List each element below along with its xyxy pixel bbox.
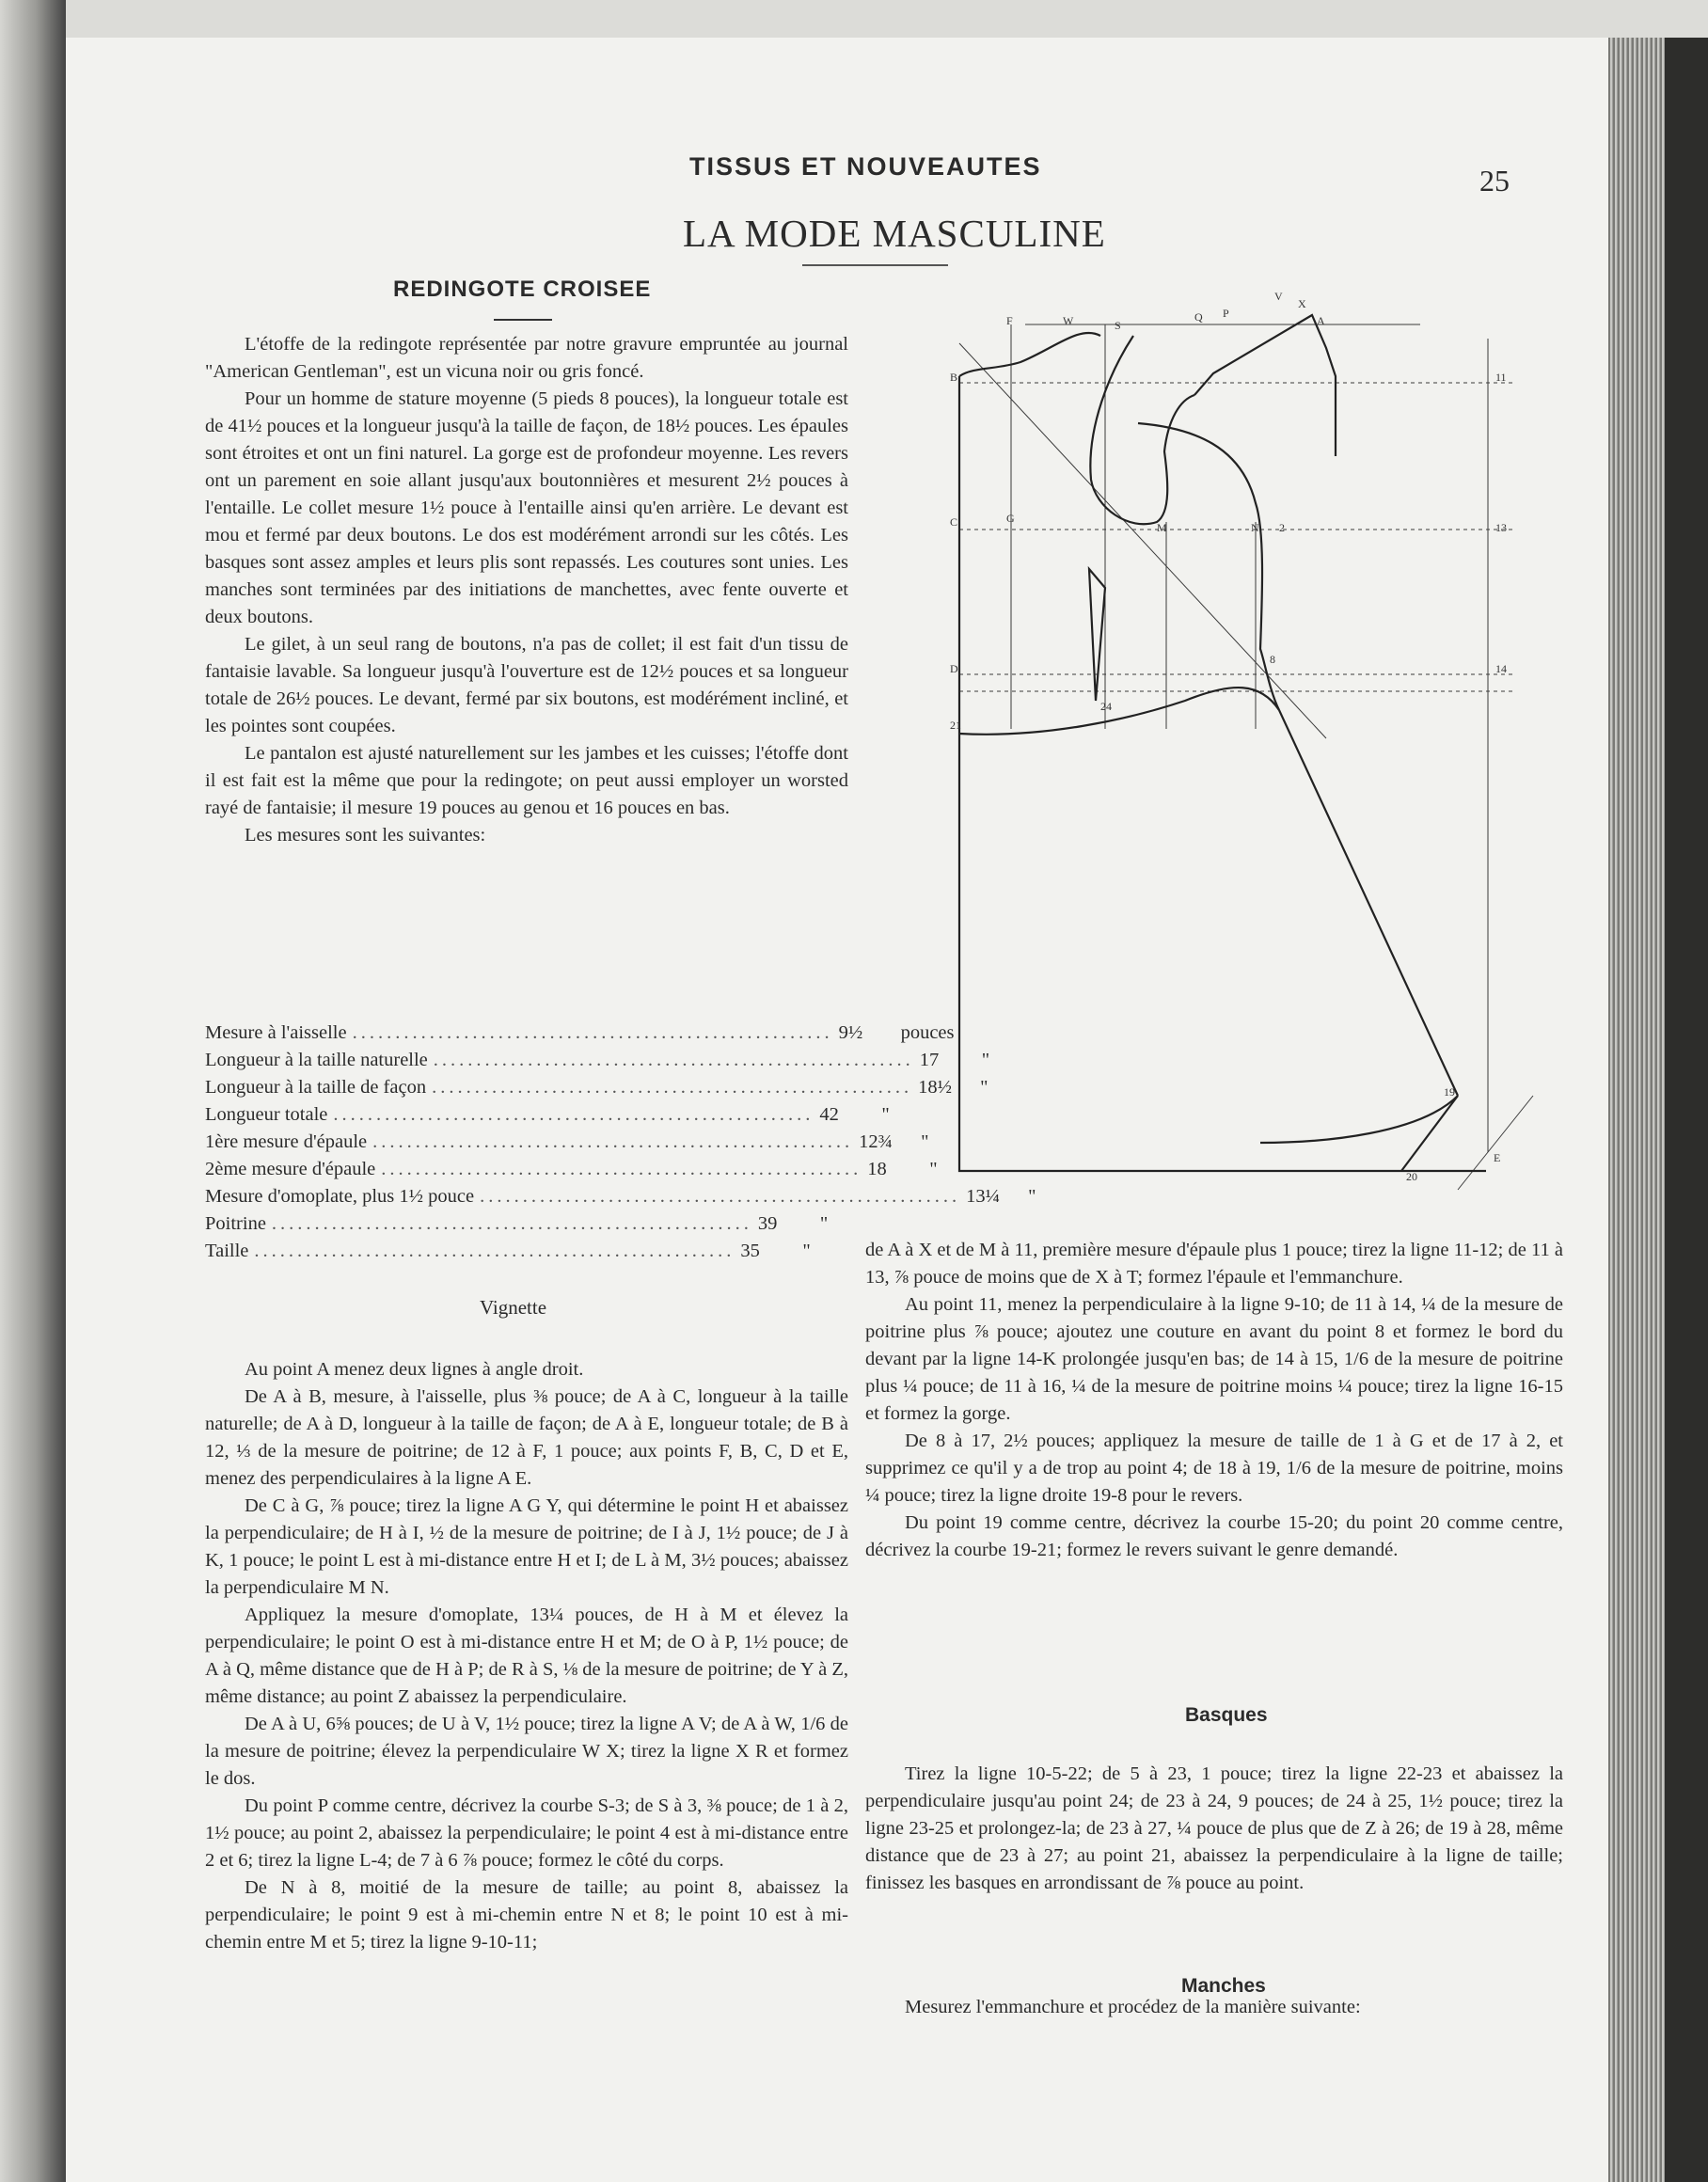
measurement-row: [205, 1101, 890, 1129]
measure-label: 2ème mesure d'épaule: [205, 1159, 376, 1179]
measure-unit: ": [881, 1104, 890, 1125]
paragraph: De A à B, mesure, à l'aisselle, plus ⅜ pouce; de A à C, longueur à la taille naturelle; de A à D, longueur à la taille de façon; de A à E, longueur totale; de B à 12, ⅓ de la mesure de poitrine; de 12 à F, 1 pouce; aux points F, B, C, D et E, menez des perpendiculaires à la ligne A E.: [205, 1386, 848, 1489]
leader-dots: ........................................................: [352, 1022, 833, 1043]
book-gutter: [0, 0, 66, 2182]
label-G: G: [1006, 512, 1015, 525]
paragraph: Du point P comme centre, décrivez la courbe S-3; de S à 3, ⅜ pouce; de 1 à 2, 1½ pouce; au point 2, abaissez la perpendiculaire; le point 4 est à mi-distance entre 2 et 6; tirez la ligne L-4; de 7 à 6 ⅞ pouce; formez le côté du corps.: [205, 1795, 848, 1871]
line-27: [1458, 1096, 1533, 1190]
leader-dots: ........................................................: [432, 1077, 913, 1098]
back-neck-shoulder: [959, 333, 1100, 376]
manches-heading: Manches: [1181, 1975, 1266, 1997]
leader-dots: ........................................................: [333, 1104, 814, 1125]
paragraph: De 8 à 17, 2½ pouces; appliquez la mesure de taille de 1 à G et de 17 à 2, et supprimez ce qu'il y a de trop au point 4; de 18 à 19, 1/6 de la mesure de poitrine, moins ¼ pouce; tirez la ligne droite 19-8 pour le revers.: [865, 1431, 1563, 1506]
label-A: A: [1317, 314, 1325, 327]
measurement-row: [205, 1183, 1036, 1210]
page-edges: [1608, 38, 1708, 2182]
measure-unit: ": [921, 1131, 929, 1152]
waist-seam: [959, 688, 1279, 735]
paragraph: Le pantalon est ajusté naturellement sur les jambes et les cuisses; l'étoffe dont il est fait est la même que pour la redingote; on peut aussi employer un worsted rayé de fantaisie; il mesure 19 pouces au genou et 16 pouces en bas.: [205, 743, 848, 818]
subtitle-rule: [494, 319, 552, 321]
measurement-row: [205, 1074, 988, 1101]
leader-dots: ........................................................: [480, 1186, 961, 1207]
label-n2: 2: [1279, 521, 1285, 534]
measure-value: 39: [757, 1213, 778, 1234]
paragraph: Au point 11, menez la perpendiculaire à la ligne 9-10; de 11 à 14, ¼ de la mesure de poitrine plus ⅞ pouce; ajoutez une couture en avant du point 8 et formez le bord du devant par la ligne 14-K prolongée jusqu'en bas; de 14 à 15, 1/6 de la mesure de poitrine plus ¼ pouce; de 11 à 16, ¼ de la mesure de poitrine moins ¼ pouce; tirez la ligne 16-15 et formez la gorge.: [865, 1294, 1563, 1424]
measure-value: 12¾: [859, 1131, 894, 1152]
measure-unit: ": [929, 1159, 938, 1179]
paragraph: L'étoffe de la redingote représentée par notre gravure empruntée au journal "American Gentleman", est un vicuna noir ou gris foncé.: [205, 334, 848, 382]
label-D: D: [950, 662, 958, 675]
label-S: S: [1115, 319, 1121, 332]
measure-value: 18: [867, 1159, 887, 1179]
leader-dots: ........................................................: [254, 1241, 735, 1261]
measurement-row: [205, 1129, 929, 1156]
label-V: V: [1274, 290, 1283, 303]
measure-value: 35: [740, 1241, 760, 1261]
label-n14: 14: [1495, 662, 1507, 675]
measure-value: 13¼: [966, 1186, 1000, 1207]
vignette-heading: Vignette: [480, 1296, 547, 1319]
label-n13: 13: [1495, 521, 1507, 534]
label-n11: 11: [1495, 371, 1507, 384]
measure-value: 17: [919, 1050, 940, 1070]
back-outline: [959, 376, 1486, 1171]
paragraph: De A à U, 6⅝ pouces; de U à V, 1½ pouce; tirez la ligne A V; de A à W, 1/6 de la mesure de poitrine; élevez la perpendiculaire W X; tirez la ligne X R et formez le dos.: [205, 1714, 848, 1789]
paragraph: Appliquez la mesure d'omoplate, 13¼ pouces, de H à M et élevez la perpendiculaire; le point O est à mi-distance entre H et M; de O à P, 1½ pouce; de A à Q, même distance que de H à P; de R à S, ⅛ de la mesure de poitrine; de Y à Z, même distance; au point Z abaissez la perpendiculaire.: [205, 1605, 848, 1707]
basques-heading: Basques: [1185, 1704, 1268, 1726]
label-N: N: [1251, 521, 1259, 534]
leader-dots: ........................................................: [271, 1213, 752, 1234]
label-Q: Q: [1194, 310, 1203, 324]
label-C: C: [950, 515, 958, 529]
measure-unit: ": [1028, 1186, 1036, 1207]
front-line: [1138, 423, 1279, 710]
measure-value: 9½: [838, 1022, 863, 1043]
paragraph: Au point A menez deux lignes à angle droit.: [245, 1359, 584, 1380]
measurement-row: [205, 1020, 955, 1047]
label-F: F: [1006, 314, 1013, 327]
label-E: E: [1494, 1151, 1501, 1164]
label-n19: 19: [1444, 1085, 1455, 1099]
measure-unit: ": [981, 1050, 990, 1070]
label-P: P: [1223, 307, 1229, 320]
paragraph: Pour un homme de stature moyenne (5 pieds 8 pouces), la longueur totale est de 41½ pouces et la longueur jusqu'à la taille de façon, de 18½ pouces. Les épaules sont étroites et ont un fini naturel. La gorge est de profondeur moyenne. Les revers ont un parement en soie allant jusqu'aux boutonnières et mesurent 2½ pouces à l'entaille. Le collet mesure 1½ pouce à l'entaille ainsi qu'en arrière. Le devant est mou et fermé par deux boutons. Le dos est modérément arrondi sur les côtés. Les basques sont assez amples et leurs plis sont repassés. Les coutures sont unies. Les manches sont terminées par des initiations de manchettes, avec fente ouverte et deux boutons.: [205, 388, 848, 627]
paragraph: Mesurez l'emmanchure et procédez de la manière suivante:: [905, 1997, 1361, 2017]
section-title: LA MODE MASCULINE: [683, 212, 1106, 255]
measure-label: Mesure d'omoplate, plus 1½ pouce: [205, 1186, 475, 1207]
scan-top-margin: [66, 0, 1708, 38]
vignette-column: [205, 1356, 848, 1956]
measure-label: Longueur totale: [205, 1104, 328, 1125]
running-head: TISSUS ET NOUVEAUTES: [689, 152, 1042, 181]
measure-label: Longueur à la taille naturelle: [205, 1050, 428, 1070]
label-n8: 8: [1270, 653, 1275, 666]
paragraph: Du point 19 comme centre, décrivez la courbe 15-20; du point 20 comme centre, décrivez la courbe 19-21; formez le revers suivant le genre demandé.: [865, 1512, 1563, 1560]
paragraph: de A à X et de M à 11, première mesure d'épaule plus 1 pouce; tirez la ligne 11-12; de 11 à 13, ⅞ pouce de moins que de X à T; formez l'épaule et l'emmanchure.: [865, 1240, 1563, 1288]
construction-lines: [959, 324, 1533, 1190]
paragraph: Les mesures sont les suivantes:: [245, 825, 486, 846]
measure-label: 1ère mesure d'épaule: [205, 1131, 368, 1152]
measure-label: Poitrine: [205, 1213, 266, 1234]
title-rule: [802, 264, 948, 266]
label-n24: 24: [1100, 700, 1112, 713]
label-W: W: [1063, 314, 1074, 327]
measure-unit: ": [819, 1213, 829, 1234]
manches-column: [865, 1994, 1563, 2021]
label-M: M: [1157, 521, 1167, 534]
measure-label: Taille: [205, 1241, 249, 1261]
measurement-row: [205, 1238, 848, 1265]
skirt-hem: [1401, 1096, 1458, 1171]
measure-unit: pouces: [900, 1022, 955, 1043]
measurement-row: [205, 1156, 938, 1183]
measurement-row: [205, 1210, 848, 1238]
front-shoulder: [1194, 315, 1336, 456]
measurements-table: [205, 1020, 1036, 1265]
vignette-continued-column: [865, 1237, 1563, 1564]
pattern-outline: [959, 315, 1486, 1171]
measure-label: Mesure à l'aisselle: [205, 1022, 347, 1043]
leader-dots: ........................................................: [433, 1050, 914, 1070]
leader-dots: ........................................................: [372, 1131, 854, 1152]
basques-column: [865, 1761, 1563, 1897]
page-number: 25: [1479, 164, 1510, 198]
dart: [1089, 569, 1105, 701]
label-X: X: [1298, 297, 1306, 310]
skirt-front: [1260, 710, 1458, 1143]
intro-column: [205, 331, 848, 849]
pattern-diagram: [931, 287, 1533, 1190]
measure-unit: ": [802, 1241, 811, 1261]
paragraph: De N à 8, moitié de la mesure de taille; au point 8, abaissez la perpendiculaire; le point 9 est à mi-chemin entre N et 8; le point 10 est à mi-chemin entre M et 5; tirez la ligne 9-10-11;: [205, 1877, 848, 1953]
paragraph: Le gilet, à un seul rang de boutons, n'a pas de collet; il est fait d'un tissu de fantaisie lavable. Sa longueur jusqu'à l'ouverture est de 12½ pouces et sa longueur totale de 26½ pouces. Le devant, fermé par six boutons, est modérément incliné, et les pointes sont coupées.: [205, 634, 848, 736]
leader-dots: ........................................................: [381, 1159, 862, 1179]
label-B: B: [950, 371, 958, 384]
paragraph: Tirez la ligne 10-5-22; de 5 à 23, 1 pouce; tirez la ligne 22-23 et abaissez la perpendiculaire jusqu'au point 24; de 23 à 24, 9 pouces; de 24 à 25, 1½ pouce; tirez la ligne 23-25 et prolongez-la; de 23 à 27, ¼ pouce de plus que de Z à 26; de 19 à 28, même distance que de 23 à 27; au point 21, abaissez la perpendiculaire à la ligne de taille; finissez les basques en arrondissant de ⅞ pouce au point.: [865, 1763, 1563, 1893]
measure-value: 42: [819, 1104, 839, 1125]
measure-value: 18½: [918, 1077, 952, 1098]
label-n21: 21: [950, 719, 961, 732]
paragraph: De C à G, ⅞ pouce; tirez la ligne A G Y, qui détermine le point H et abaissez la perpendiculaire; de H à I, ½ de la mesure de poitrine; de I à J, 1½ pouce; de J à K, 1 pouce; le point L est à mi-distance entre H et I; de L à M, 3½ pouces; abaissez la perpendiculaire M N.: [205, 1495, 848, 1598]
measurement-row: [205, 1047, 990, 1074]
label-n20: 20: [1406, 1170, 1417, 1183]
line-AGY: [959, 343, 1326, 738]
measure-unit: ": [980, 1077, 988, 1098]
article-title: REDINGOTE CROISEE: [393, 277, 652, 302]
measure-label: Longueur à la taille de façon: [205, 1077, 427, 1098]
